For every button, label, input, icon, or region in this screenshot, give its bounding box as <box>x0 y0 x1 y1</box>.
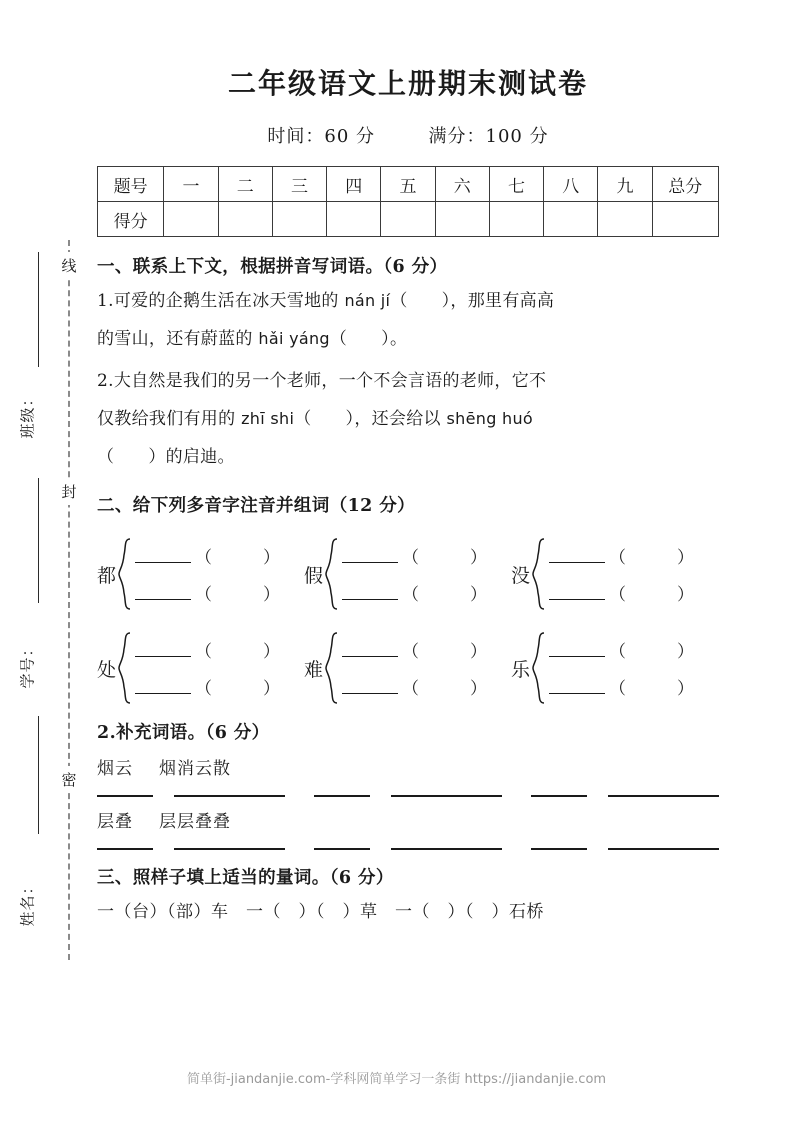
polyphone-blank-line[interactable] <box>135 674 280 699</box>
score-col-7: 七 <box>489 167 543 202</box>
pinyin-blank[interactable] <box>549 642 605 657</box>
word-example-1-short: 烟云 <box>97 759 133 779</box>
brace-icon <box>118 537 131 611</box>
word-blank[interactable]: （ ） <box>195 642 281 662</box>
question-1-open-paren-b: （ <box>329 329 348 349</box>
polyphone-item-nan <box>304 631 511 705</box>
word-blank[interactable]: （ ） <box>195 679 281 699</box>
pinyin-blank[interactable] <box>135 548 191 563</box>
word-blank[interactable]: （ ） <box>609 585 695 605</box>
pinyin-blank[interactable] <box>135 642 191 657</box>
answer-blank-long[interactable] <box>391 848 502 850</box>
question-2-line2-a: 仅教给我们有用的 <box>97 409 242 429</box>
question-1-open-paren-a: （ <box>390 291 408 311</box>
score-col-5: 五 <box>381 167 435 202</box>
pinyin-blank[interactable] <box>549 548 605 563</box>
polyphone-char-jia: 假 <box>304 564 324 587</box>
score-cell-2[interactable] <box>218 202 272 237</box>
polyphone-blanks-le <box>549 631 694 705</box>
question-1-pinyin-b: hǎi yáng <box>258 329 330 348</box>
question-2-open-paren-a: （ <box>294 409 312 429</box>
polyphone-blank-line[interactable] <box>135 543 280 568</box>
polyphone-item-dou <box>97 537 304 611</box>
measure-word-line[interactable]: 一（台）（部）车 一（ ）（ ）草 一（ ）（ ）石桥 <box>97 902 544 922</box>
polyphone-item-mei <box>511 537 718 611</box>
answer-blank-long[interactable] <box>174 848 285 850</box>
answer-blank-short[interactable] <box>314 848 370 850</box>
polyphone-char-le: 乐 <box>511 658 531 681</box>
pinyin-blank[interactable] <box>549 585 605 600</box>
student-id-label: 学号： <box>18 640 37 689</box>
word-blank[interactable]: （ ） <box>402 679 488 699</box>
question-1-pinyin-a: nán jí <box>344 291 391 310</box>
polyphone-blank-line[interactable] <box>342 674 487 699</box>
answer-blank-long[interactable] <box>174 795 285 797</box>
answer-blank-long[interactable] <box>391 795 502 797</box>
section-heading-1: 一、联系上下文，根据拼音写词语。（6 分） <box>97 257 448 277</box>
polyphone-blank-line[interactable] <box>549 580 694 605</box>
exam-sheet <box>97 0 719 922</box>
polyphone-item-jia <box>304 537 511 611</box>
sealing-dashed-line <box>68 240 70 960</box>
score-table-row-label-number: 题号 <box>98 167 164 202</box>
sealing-mark-feng: 封 <box>56 478 82 505</box>
word-blank[interactable]: （ ） <box>609 642 695 662</box>
answer-blank-short[interactable] <box>97 795 153 797</box>
sealing-rule-1 <box>38 252 39 367</box>
polyphone-blank-line[interactable] <box>135 580 280 605</box>
score-cell-4[interactable] <box>327 202 381 237</box>
word-blank[interactable]: （ ） <box>195 548 281 568</box>
polyphone-char-chu: 处 <box>97 658 117 681</box>
question-2-pinyin-b: shēng huó <box>446 409 534 428</box>
answer-blank-long[interactable] <box>608 848 719 850</box>
table-row-header <box>98 167 719 202</box>
answer-blank-short[interactable] <box>97 848 153 850</box>
polyphone-blanks-mei <box>549 537 694 611</box>
score-col-4: 四 <box>327 167 381 202</box>
question-1-line2-a: 的雪山，还有蔚蓝的 <box>97 329 259 349</box>
page-title: 二年级语文上册期末测试卷 <box>227 67 588 100</box>
polyphone-blank-line[interactable] <box>342 637 487 662</box>
question-1 <box>97 282 719 358</box>
word-example-2 <box>97 807 719 832</box>
word-example-2-long: 层层叠叠 <box>159 812 231 832</box>
polyphone-blank-line[interactable] <box>549 637 694 662</box>
polyphone-blank-line[interactable] <box>549 543 694 568</box>
question-1-text-b: ），那里有高高 <box>441 291 555 311</box>
polyphone-item-chu <box>97 631 304 705</box>
question-2 <box>97 362 719 476</box>
polyphone-blank-line[interactable] <box>549 674 694 699</box>
question-2-number: 2. <box>97 371 114 391</box>
brace-icon <box>532 537 545 611</box>
exam-duration: 时间：60 分 <box>267 126 376 147</box>
footer-watermark: 简单街-jiandanjie.com-学科网简单学习一条街 https://jiandanjie.com <box>186 1072 607 1087</box>
word-answer-row-2 <box>97 848 719 850</box>
polyphone-blanks-chu <box>135 631 280 705</box>
question-2-line2-b: ），还会给以 <box>345 409 447 429</box>
score-col-8: 八 <box>544 167 598 202</box>
pinyin-blank[interactable] <box>342 679 398 694</box>
question-2-pinyin-a: zhī shi <box>241 409 295 428</box>
word-blank[interactable]: （ ） <box>609 679 695 699</box>
word-blank[interactable]: （ ） <box>402 585 488 605</box>
polyphone-blank-line[interactable] <box>342 543 487 568</box>
table-row-scores <box>98 202 719 237</box>
word-example-1 <box>97 754 719 779</box>
question-2-line3: ）的启迪。 <box>148 447 235 467</box>
answer-blank-short[interactable] <box>531 795 587 797</box>
pinyin-blank[interactable] <box>342 585 398 600</box>
question-2-line1: 大自然是我们的另一个老师，一个不会言语的老师，它不 <box>113 371 547 391</box>
question-1-line2-b: ）。 <box>381 329 408 349</box>
polyphone-blanks-jia <box>342 537 487 611</box>
answer-blank-long[interactable] <box>608 795 719 797</box>
word-blank[interactable]: （ ） <box>195 585 281 605</box>
polyphone-row-1 <box>97 537 719 611</box>
score-cell-8[interactable] <box>544 202 598 237</box>
answer-blank-short[interactable] <box>531 848 587 850</box>
word-example-1-long: 烟消云散 <box>159 759 231 779</box>
score-table <box>97 166 719 237</box>
word-blank[interactable]: （ ） <box>609 548 695 568</box>
student-class-label: 班级： <box>18 390 37 439</box>
answer-blank-short[interactable] <box>314 795 370 797</box>
polyphone-blank-line[interactable] <box>135 637 280 662</box>
sealing-rule-3 <box>38 716 39 834</box>
polyphone-blanks-nan <box>342 631 487 705</box>
score-col-3: 三 <box>272 167 326 202</box>
word-answer-row-1 <box>97 795 719 797</box>
score-cell-7[interactable] <box>489 202 543 237</box>
word-blank[interactable]: （ ） <box>402 642 488 662</box>
polyphone-blanks-dou <box>135 537 280 611</box>
polyphone-blank-line[interactable] <box>342 580 487 605</box>
score-col-1: 一 <box>164 167 218 202</box>
score-cell-total[interactable] <box>652 202 718 237</box>
pinyin-blank[interactable] <box>342 548 398 563</box>
brace-icon <box>325 631 338 705</box>
score-col-total: 总分 <box>652 167 718 202</box>
score-cell-5[interactable] <box>381 202 435 237</box>
score-cell-3[interactable] <box>272 202 326 237</box>
score-col-6: 六 <box>435 167 489 202</box>
question-1-number: 1. <box>97 291 114 311</box>
pinyin-blank[interactable] <box>549 679 605 694</box>
polyphone-char-mei: 没 <box>511 564 531 587</box>
score-cell-6[interactable] <box>435 202 489 237</box>
student-name-label: 姓名： <box>18 878 37 927</box>
polyphone-item-le <box>511 631 718 705</box>
pinyin-blank[interactable] <box>135 679 191 694</box>
section-heading-4: 三、照样子填上适当的量词。（6 分） <box>97 868 394 888</box>
score-col-9: 九 <box>598 167 652 202</box>
question-1-text-a: 可爱的企鹅生活在冰天雪地的 <box>113 291 345 311</box>
sealing-column <box>0 0 92 1122</box>
brace-icon <box>118 631 131 705</box>
brace-icon <box>532 631 545 705</box>
section-heading-2: 二、给下列多音字注音并组词（12 分） <box>97 496 416 516</box>
score-cell-1[interactable] <box>164 202 218 237</box>
score-cell-9[interactable] <box>598 202 652 237</box>
exam-meta <box>97 122 719 148</box>
exam-total-score: 满分：100 分 <box>428 126 549 147</box>
section-heading-3: 2.补充词语。（6 分） <box>97 723 270 743</box>
polyphone-char-nan: 难 <box>304 658 324 681</box>
score-table-row-label-points: 得分 <box>98 202 164 237</box>
polyphone-char-dou: 都 <box>97 564 117 587</box>
score-col-2: 二 <box>218 167 272 202</box>
pinyin-blank[interactable] <box>135 585 191 600</box>
brace-icon <box>325 537 338 611</box>
word-example-2-short: 层叠 <box>97 812 133 832</box>
word-blank[interactable]: （ ） <box>402 548 488 568</box>
sealing-mark-xian: 线 <box>56 252 82 279</box>
sealing-mark-mi: 密 <box>56 766 82 793</box>
polyphone-row-2 <box>97 631 719 705</box>
pinyin-blank[interactable] <box>342 642 398 657</box>
question-2-open-paren-b: （ <box>97 447 115 467</box>
sealing-rule-2 <box>38 478 39 603</box>
